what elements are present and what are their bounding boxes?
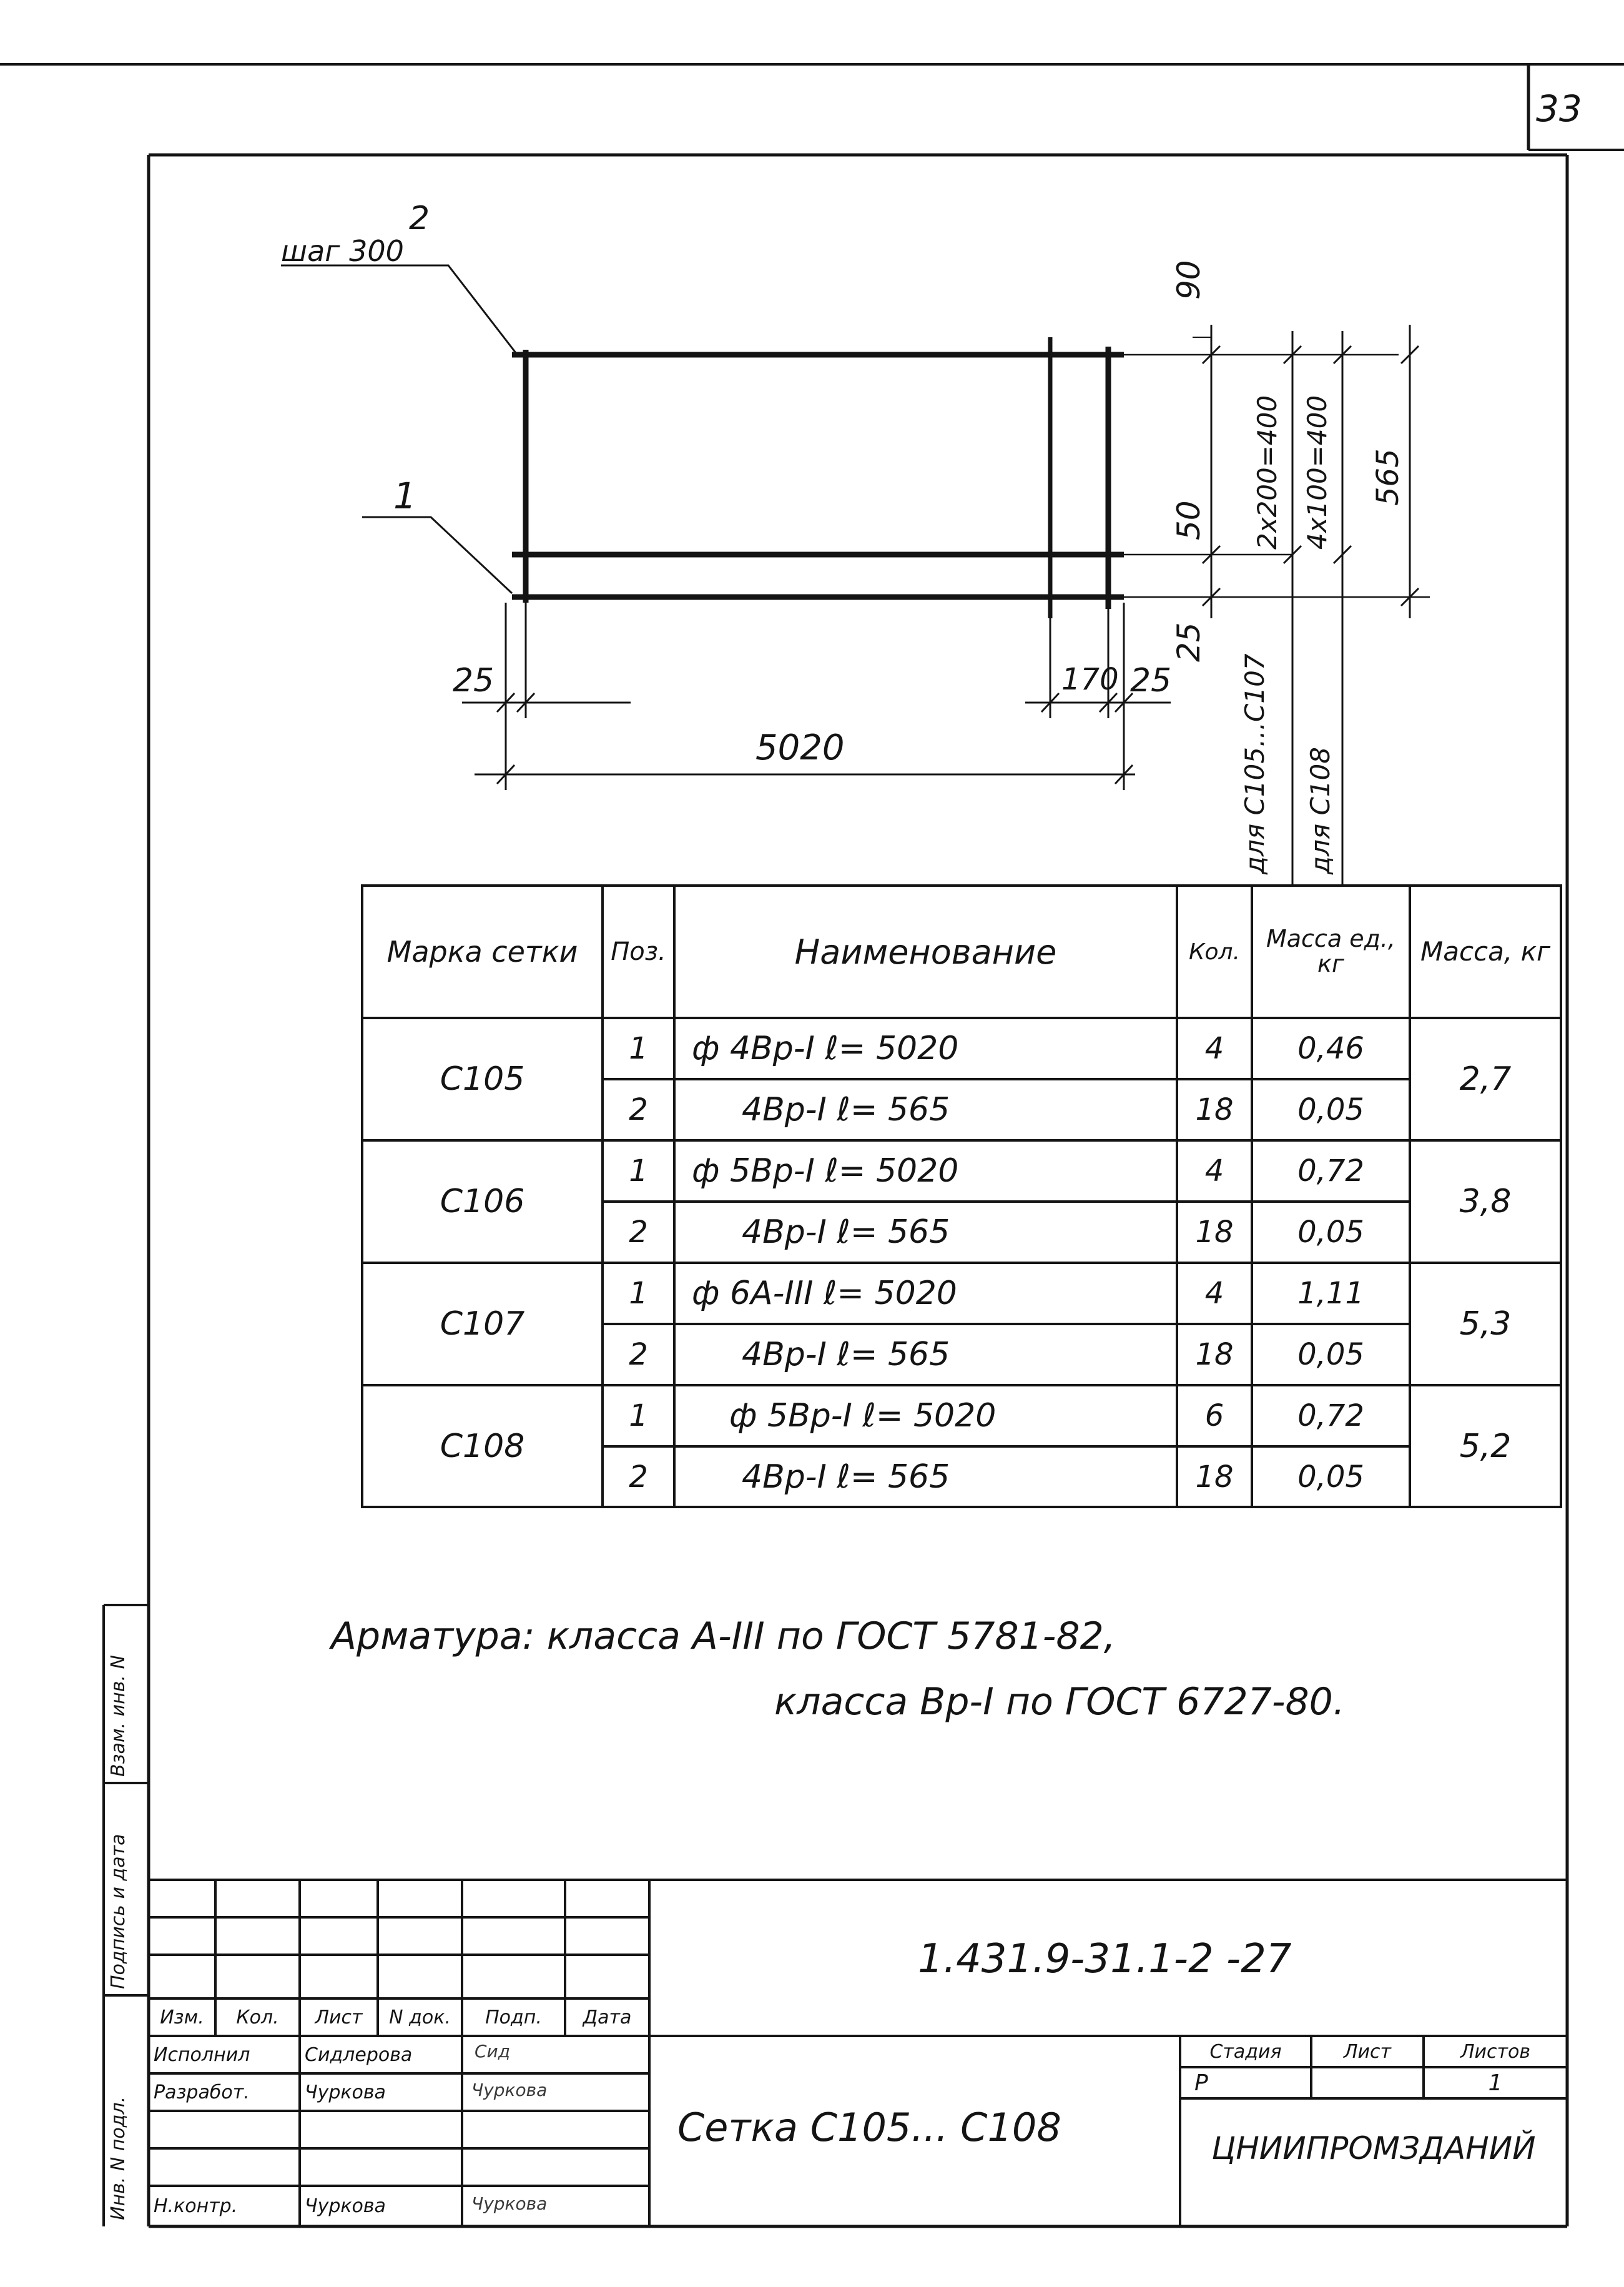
sheets-label: Листов — [1460, 2040, 1531, 2063]
mark-c107: С107 — [440, 1305, 525, 1343]
header-name: Наименование — [794, 932, 1057, 972]
col-list: Лист — [315, 2006, 363, 2028]
name-cell: ф 4Вр-I ℓ= 5020 — [692, 1030, 959, 1067]
dim-4x100: 4х100=400 — [1302, 395, 1332, 550]
name-cell: ф 5Вр-I ℓ= 5020 — [729, 1397, 997, 1435]
qty-cell: 6 — [1204, 1398, 1224, 1433]
name-cell: ф 5Вр-I ℓ= 5020 — [692, 1152, 959, 1190]
sheet-number: 33 — [1536, 87, 1582, 130]
pos-cell: 1 — [629, 1031, 648, 1066]
mass-c108: 5,2 — [1459, 1427, 1512, 1465]
dim-565: 565 — [1371, 448, 1405, 506]
dim-right-25: 25 — [1130, 662, 1172, 699]
mass-c105: 2,7 — [1459, 1060, 1512, 1098]
header-qty: Кол. — [1188, 939, 1241, 965]
pos-cell: 2 — [629, 1337, 648, 1372]
sheets-value: 1 — [1488, 2070, 1503, 2096]
qty-cell: 4 — [1204, 1153, 1224, 1188]
mass-c106: 3,8 — [1459, 1183, 1512, 1220]
signature-ispolnil: Сид — [475, 2041, 511, 2062]
org-name: ЦНИИПРОМЗДАНИЙ — [1211, 2130, 1536, 2166]
dim-left-25: 25 — [453, 662, 495, 699]
title-block-title: Сетка С105... С108 — [677, 2105, 1061, 2150]
side-inv-no: Инв. N подл. — [107, 2096, 129, 2220]
mark-c105: С105 — [440, 1060, 525, 1098]
qty-cell: 4 — [1204, 1276, 1224, 1311]
qty-cell: 18 — [1195, 1459, 1234, 1494]
qty-cell: 18 — [1195, 1092, 1234, 1127]
side-signature-date: Подпись и дата — [107, 1834, 129, 1989]
note-c108: для С108 — [1305, 747, 1336, 874]
name-cell: 4Вр-I ℓ= 565 — [742, 1213, 950, 1251]
role-ispolnil: Исполнил — [154, 2043, 250, 2066]
header-pos: Поз. — [611, 937, 666, 966]
dim-50: 50 — [1171, 500, 1207, 540]
col-ndok: N док. — [389, 2006, 451, 2028]
name-churkova-1: Чуркова — [305, 2081, 386, 2103]
mass-c107: 5,3 — [1459, 1305, 1512, 1343]
header-mark: Марка сетки — [386, 934, 578, 969]
unit-mass-cell: 0,05 — [1297, 1337, 1364, 1372]
col-kol: Кол. — [236, 2006, 279, 2028]
role-nkontr: Н.контр. — [154, 2195, 238, 2217]
stage-label: Стадия — [1209, 2040, 1282, 2063]
callout-2-pos: 2 — [409, 200, 430, 237]
mark-c106: С106 — [440, 1183, 525, 1220]
unit-mass-cell: 0,05 — [1297, 1215, 1364, 1250]
qty-cell: 18 — [1195, 1337, 1234, 1372]
unit-mass-cell: 0,72 — [1297, 1153, 1364, 1188]
role-razrab: Разработ. — [154, 2081, 250, 2103]
doc-code: 1.431.9-31.1-2 -27 — [918, 1936, 1292, 1982]
name-cell: ф 6А-III ℓ= 5020 — [692, 1275, 957, 1312]
qty-cell: 4 — [1204, 1031, 1224, 1066]
unit-mass-cell: 0,05 — [1297, 1092, 1364, 1127]
header-mass: Масса, кг — [1420, 936, 1551, 967]
header-unit-mass: Масса ед., кг — [1266, 925, 1396, 977]
leader-pos-1 — [362, 517, 512, 593]
name-cell: 4Вр-I ℓ= 565 — [742, 1336, 950, 1373]
name-cell: 4Вр-I ℓ= 565 — [742, 1091, 950, 1129]
signature-nkontr: Чуркова — [471, 2193, 548, 2214]
note-line-2: класса Вр-I по ГОСТ 6727-80. — [774, 1680, 1345, 1724]
dim-total-5020: 5020 — [755, 728, 845, 768]
dim-2x200: 2х200=400 — [1252, 395, 1282, 550]
dim-25-bottom: 25 — [1171, 622, 1207, 662]
qty-cell: 18 — [1195, 1215, 1234, 1250]
unit-mass-cell: 0,72 — [1297, 1398, 1364, 1433]
pos-cell: 2 — [629, 1092, 648, 1127]
dim-170: 170 — [1061, 662, 1119, 697]
stage-value: Р — [1194, 2070, 1208, 2096]
pos-cell: 2 — [629, 1459, 648, 1494]
unit-mass-cell: 0,05 — [1297, 1459, 1364, 1494]
col-podp: Подп. — [485, 2006, 542, 2028]
sheet-label: Лист — [1343, 2040, 1392, 2063]
dim-90: 90 — [1171, 260, 1207, 300]
unit-mass-cell: 0,46 — [1297, 1031, 1364, 1066]
unit-mass-cell: 1,11 — [1297, 1276, 1364, 1311]
note-c105-c107: для С105...С107 — [1239, 653, 1270, 874]
pos-cell: 1 — [629, 1153, 648, 1188]
pos-cell: 1 — [629, 1398, 648, 1433]
col-izm: Изм. — [160, 2006, 204, 2028]
side-replaces: Взам. инв. N — [107, 1655, 129, 1777]
name-churkova-2: Чуркова — [305, 2195, 386, 2217]
name-cell: 4Вр-I ℓ= 565 — [742, 1458, 950, 1496]
callout-2-step: шаг 300 — [281, 234, 404, 268]
signature-razrab: Чуркова — [471, 2080, 548, 2100]
name-sidlerova: Сидлерова — [305, 2043, 413, 2066]
pos-cell: 1 — [629, 1276, 648, 1311]
mark-c108: С108 — [440, 1427, 525, 1465]
pos-cell: 2 — [629, 1215, 648, 1250]
callout-1-pos: 1 — [393, 475, 416, 517]
note-line-1: Арматура: класса А-III по ГОСТ 5781-82, — [331, 1614, 1116, 1658]
col-data: Дата — [583, 2006, 632, 2028]
leader-pos-2 — [281, 265, 518, 356]
